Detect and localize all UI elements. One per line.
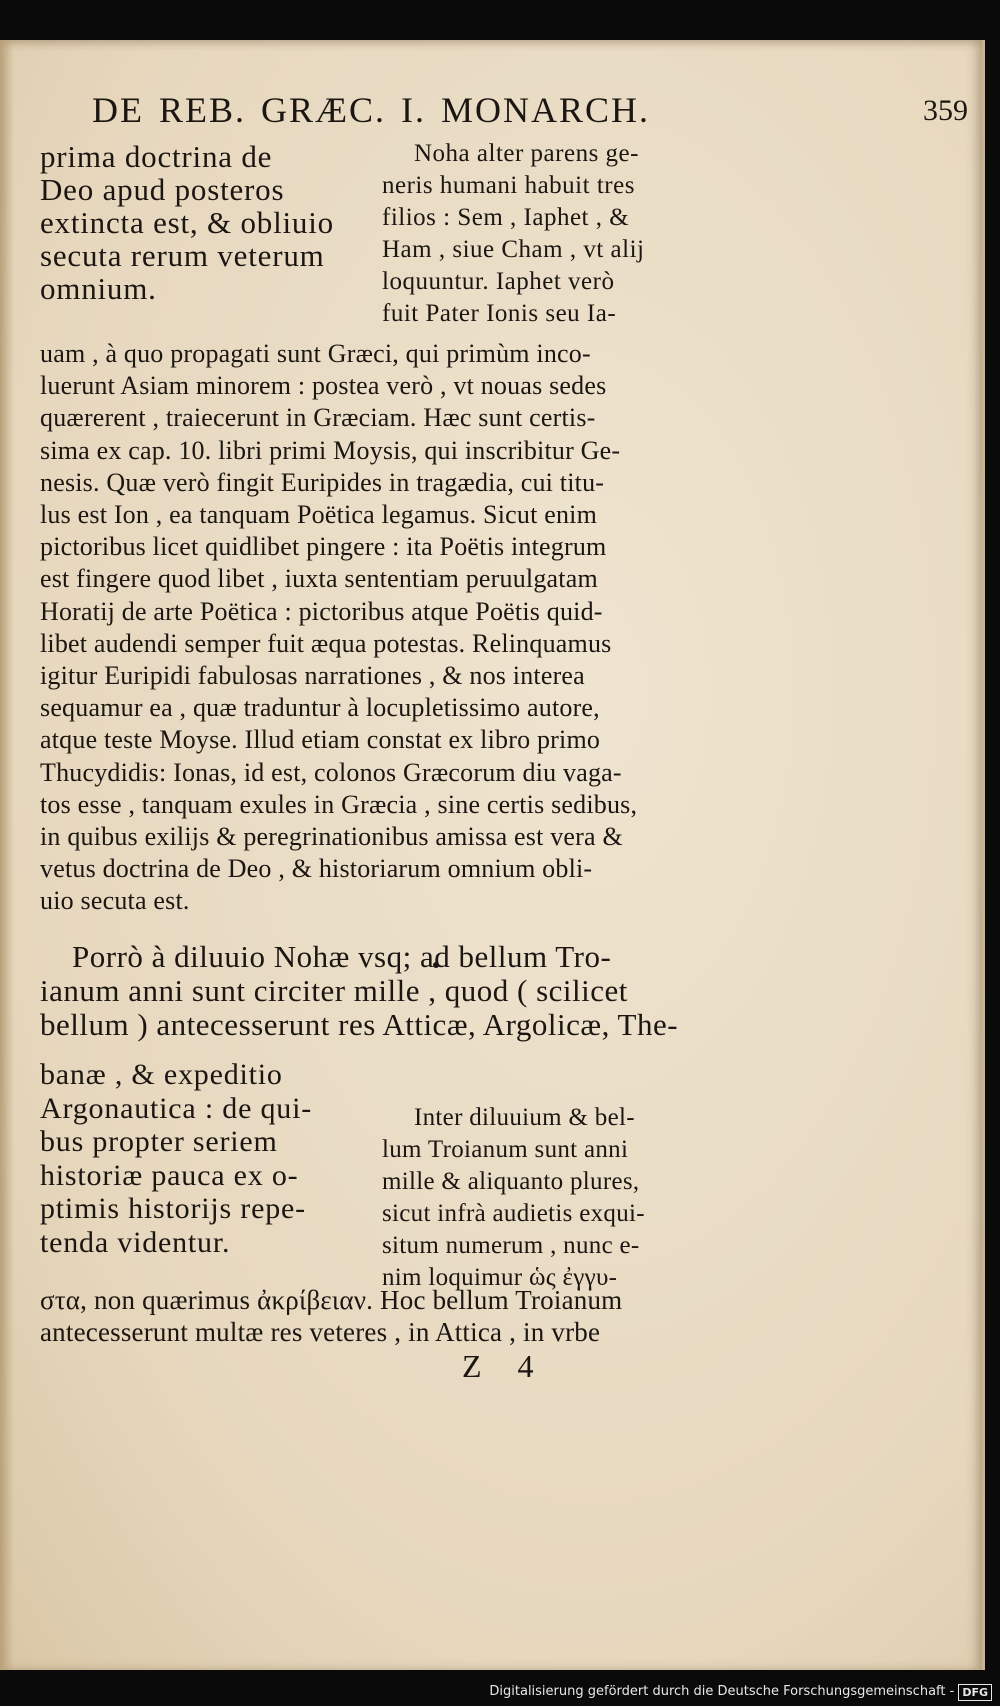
main-paragraph [40,338,637,918]
text-line: nim loquimur ὡς ἐγγυ- [382,1264,618,1291]
text-line: Porrò à diluuio Nohæ vsq; ad bellum Tro- [72,939,612,974]
page-number: 359 [923,94,968,127]
text-line: luerunt Asiam minorem : postea verò , vt nouas sedes [40,371,607,401]
text-line: mille & aliquanto plures, [382,1168,640,1195]
text-line: Thucydidis: Ionas, id est, colonos Græcorum diu vaga- [40,757,622,787]
text-line: secuta rerum veterum [40,238,325,273]
text-line: bellum ) antecesserunt res Atticæ, Argolicæ, The- [40,1007,679,1042]
text-line: situm numerum , nunc e- [382,1232,640,1259]
text-line: fuit Pater Ionis seu Ia- [382,300,617,327]
text-line: lum Troianum sunt anni [382,1136,629,1163]
text-line: ianum anni sunt circiter mille , quod ( scilicet [40,973,628,1008]
digitization-credit [489,1682,992,1702]
text-line: extincta est, & obliuio [40,205,334,240]
text-line: sima ex cap. 10. libri primi Moysis, qui inscribitur Ge- [40,435,621,465]
margin-note-bottom [382,1102,645,1294]
text-line: στα, non quærimus ἀκρίβειαν. Hoc bellum Troianum [40,1285,623,1315]
text-line: sicut infrà audietis exqui- [382,1200,645,1227]
left-column-top [40,140,334,305]
book-page [0,40,985,1670]
text-line: Inter diluuium & bel- [414,1104,635,1131]
text-line: Deo apud posteros [40,172,285,207]
text-line: est fingere quod libet , iuxta sententiam peruulgatam [40,564,598,594]
text-line: filios : Sem , Iaphet , & [382,204,630,231]
text-line: prima doctrina de [40,139,273,174]
text-line: Noha alter parens ge- [414,140,639,167]
text-line: uio secuta est. [40,886,190,916]
text-line: Argonautica : de qui- [40,1091,313,1125]
text-line: Horatij de arte Poëtica : pictoribus atque Poëtis quid- [40,596,603,626]
page-gutter-shadow [0,40,14,1670]
text-line: igitur Euripidi fabulosas narrationes , & nos interea [40,661,585,691]
text-line: sequamur ea , quæ traduntur à locupletissimo autore, [40,693,600,723]
text-line: historiæ pauca ex o- [40,1158,299,1192]
text-line: tenda videntur. [40,1225,231,1259]
text-line: in quibus exilijs & peregrinationibus amissa est vera & [40,822,623,852]
text-line: lus est Ion , ea tanquam Poëtica legamus. Sicut enim [40,500,597,530]
signature-mark: Z 4 [462,1348,548,1384]
text-line: omnium. [40,271,157,306]
text-line: banæ , & expeditio [40,1058,283,1091]
running-title: DE REB. GRÆC. I. MONARCH. [92,90,651,130]
text-line: vetus doctrina de Deo , & historiarum omnium obli- [40,854,593,884]
text-line: uam , à quo propagati sunt Græci, qui primùm inco- [40,339,591,368]
footer-text: Digitalisierung gefördert durch die Deutsche Forschungsgemeinschaft - [489,1684,955,1699]
continuation-text [40,1284,622,1348]
second-paragraph [40,940,678,1042]
text-line: Ham , siue Cham , vt alij [382,236,645,263]
text-line: antecesserunt multæ res veteres , in Attica , in vrbe [40,1317,601,1347]
text-line: loquuntur. Iaphet verò [382,268,615,295]
text-line: atque teste Moyse. Illud etiam constat ex libro primo [40,725,601,755]
text-line: bus propter seriem [40,1125,278,1158]
dfg-logo-icon: DFG [958,1684,992,1701]
text-line: nesis. Quæ verò fingit Euripides in tragædia, cui titu- [40,467,605,497]
left-column-bottom [40,1058,312,1259]
text-line: quærerent , traiecerunt in Græciam. Hæc sunt certis- [40,403,596,433]
text-line: libet audendi semper fuit æqua potestas. Relinquamus [40,628,612,658]
margin-note-top [382,138,644,330]
text-line: neris humani habuit tres [382,172,635,199]
text-line: ptimis historijs repe- [40,1192,306,1225]
text-line: tos esse , tanquam exules in Græcia , sine certis sedibus, [40,789,638,819]
text-line: pictoribus licet quidlibet pingere : ita Poëtis integrum [40,532,607,562]
